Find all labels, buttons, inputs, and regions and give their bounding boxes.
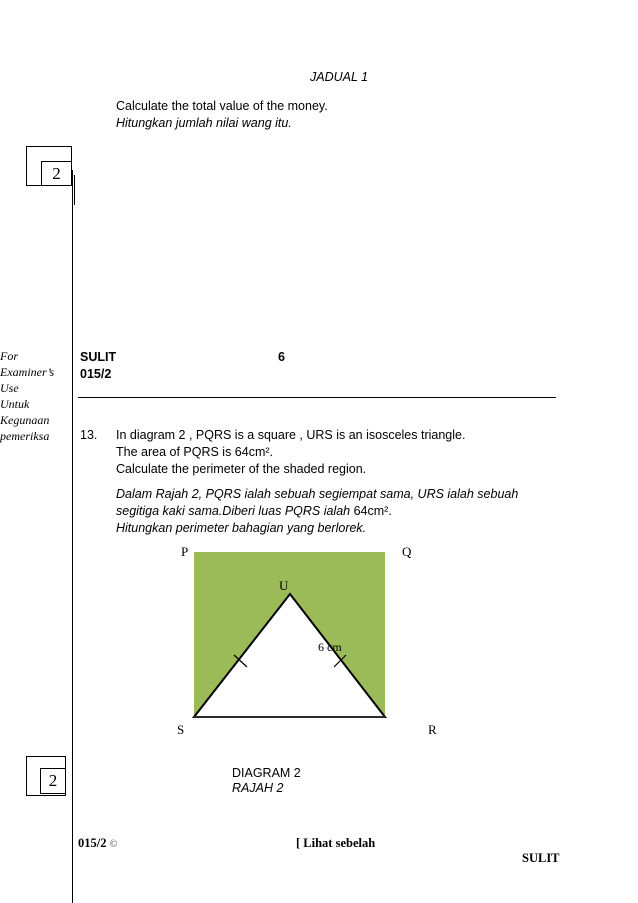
question-ms-line: Hitungkan perimeter bahagian yang berlorek. (116, 521, 367, 535)
question-ms-area: 64cm². (353, 504, 392, 518)
question-ms-line: Dalam Rajah 2, PQRS ialah sebuah segiempat sama, URS ialah sebuah (116, 487, 519, 501)
question-ms-line: segitiga kaki sama.Diberi luas PQRS ialah (116, 504, 354, 518)
instruction-ms: Hitungkan jumlah nilai wang itu. (116, 116, 292, 130)
sidebar-line: Untuk (0, 397, 30, 411)
vertex-label-q: Q (402, 544, 412, 559)
sidebar-line: Kegunaan (0, 413, 50, 427)
marks-box-1: 2 (41, 161, 72, 186)
diagram-caption-en: DIAGRAM 2 (232, 766, 301, 780)
marks-box-2: 2 (40, 768, 66, 794)
footer-code (78, 836, 117, 851)
copyright-symbol: © (109, 839, 118, 850)
vertex-label-s: S (177, 722, 185, 737)
sidebar-line: For (0, 349, 18, 363)
sidebar-line: Use (0, 381, 19, 395)
header-sulit: SULIT (80, 350, 117, 364)
instruction-en: Calculate the total value of the money. (116, 99, 328, 113)
header-page-number: 6 (278, 350, 285, 364)
vertex-label-u: U (279, 578, 289, 593)
sidebar-line: pemeriksa (0, 429, 50, 443)
question-number: 13. (80, 428, 98, 442)
footer-code-text: 015/2 (78, 836, 107, 850)
header-paper-code: 015/2 (80, 367, 112, 381)
vertex-label-r: R (428, 722, 437, 737)
question-en-line: In diagram 2 , PQRS is a square , URS is an isosceles triangle. (116, 428, 466, 442)
vertex-label-p: P (181, 544, 189, 559)
sidebar-line: Examiner’s (0, 365, 55, 379)
diagram-caption-ms: RAJAH 2 (232, 781, 284, 795)
question-en-line: Calculate the perimeter of the shaded region. (116, 462, 367, 476)
footer-next-page: [ Lihat sebelah (296, 836, 376, 850)
table-caption: JADUAL 1 (310, 70, 369, 84)
footer-sulit: SULIT (522, 851, 560, 865)
side-length-label: 6 cm (318, 640, 342, 654)
question-en-line: The area of PQRS is 64cm². (116, 445, 274, 459)
